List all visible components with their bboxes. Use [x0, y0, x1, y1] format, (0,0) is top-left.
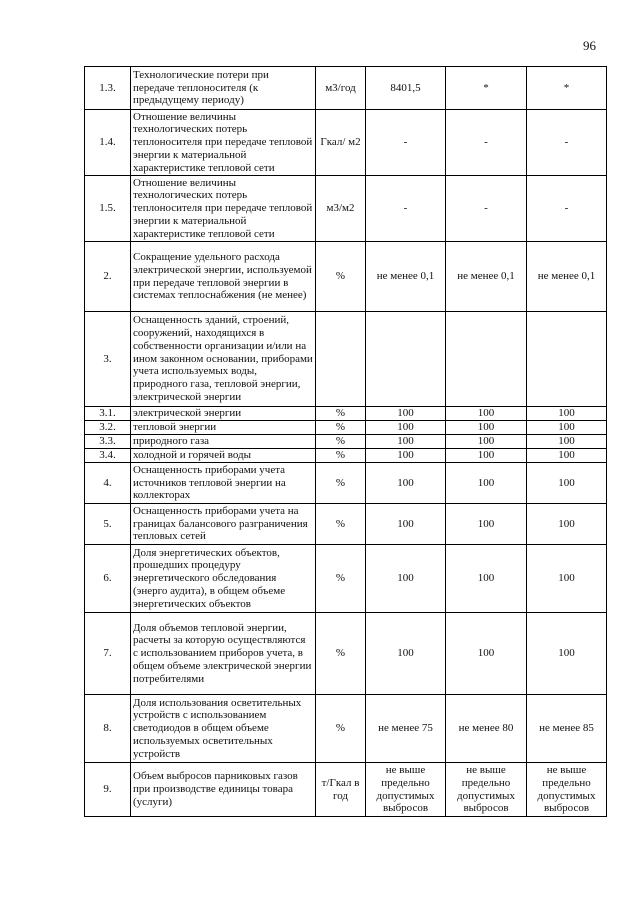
unit-cell: %: [316, 421, 366, 435]
value-cell: 100: [446, 545, 527, 613]
table-row: [85, 695, 607, 763]
row-number: 3.3.: [85, 435, 131, 449]
value-cell: 100: [366, 463, 446, 504]
value-cell: 100: [527, 421, 607, 435]
value-cell: 8401,5: [366, 67, 446, 110]
unit-cell: %: [316, 695, 366, 763]
indicator-name: Доля объемов тепловой энергии, расчеты за которую осуществляются с использованием приборов учета, в общем объеме электрической энергии потребителями: [131, 613, 316, 695]
value-cell: 100: [527, 407, 607, 421]
value-cell: 100: [527, 504, 607, 545]
value-cell: не выше предельно допустимых выбросов: [446, 763, 527, 817]
value-cell: -: [446, 176, 527, 242]
value-cell: [446, 312, 527, 407]
row-number: 3.2.: [85, 421, 131, 435]
indicator-name: электрической энергии: [131, 407, 316, 421]
row-number: 8.: [85, 695, 131, 763]
row-number: 2.: [85, 242, 131, 312]
value-cell: не менее 0,1: [527, 242, 607, 312]
table-row: [85, 763, 607, 817]
unit-cell: %: [316, 407, 366, 421]
unit-cell: %: [316, 613, 366, 695]
page-number: 96: [583, 38, 596, 53]
unit-cell: %: [316, 449, 366, 463]
table-row: [85, 110, 607, 176]
value-cell: 100: [446, 435, 527, 449]
table-row: [85, 242, 607, 312]
indicator-name: тепловой энергии: [131, 421, 316, 435]
table-row: [85, 176, 607, 242]
value-cell: 100: [366, 449, 446, 463]
indicator-name: Отношение величины технологических потерь теплоносителя при передаче тепловой энергии к материальной характеристике тепловой сети: [131, 176, 316, 242]
value-cell: *: [446, 67, 527, 110]
table-row: [85, 312, 607, 407]
value-cell: 100: [527, 449, 607, 463]
unit-cell: %: [316, 463, 366, 504]
unit-cell: %: [316, 435, 366, 449]
indicator-name: холодной и горячей воды: [131, 449, 316, 463]
value-cell: 100: [446, 463, 527, 504]
unit-cell: м3/год: [316, 67, 366, 110]
row-number: 1.4.: [85, 110, 131, 176]
value-cell: -: [446, 110, 527, 176]
value-cell: 100: [366, 613, 446, 695]
value-cell: [366, 312, 446, 407]
value-cell: 100: [366, 435, 446, 449]
value-cell: не выше предельно допустимых выбросов: [527, 763, 607, 817]
value-cell: 100: [446, 407, 527, 421]
indicator-name: Технологические потери при передаче теплоносителя (к предыдущему периоду): [131, 67, 316, 110]
value-cell: 100: [366, 504, 446, 545]
row-number: 5.: [85, 504, 131, 545]
value-cell: [527, 312, 607, 407]
row-number: 1.5.: [85, 176, 131, 242]
indicator-name: Оснащенность приборами учета на границах балансового разграничения тепловых сетей: [131, 504, 316, 545]
indicators-table: [84, 66, 607, 817]
value-cell: 100: [366, 407, 446, 421]
value-cell: не менее 0,1: [446, 242, 527, 312]
value-cell: -: [527, 176, 607, 242]
indicator-name: Доля энергетических объектов, прошедших процедуру энергетического обследования (энерго аудита), в общем объеме энергетических объектов: [131, 545, 316, 613]
value-cell: -: [527, 110, 607, 176]
row-number: 4.: [85, 463, 131, 504]
unit-cell: %: [316, 242, 366, 312]
row-number: 3.4.: [85, 449, 131, 463]
value-cell: 100: [366, 545, 446, 613]
row-number: 3.1.: [85, 407, 131, 421]
unit-cell: м3/м2: [316, 176, 366, 242]
value-cell: 100: [527, 435, 607, 449]
value-cell: 100: [446, 449, 527, 463]
row-number: 7.: [85, 613, 131, 695]
unit-cell: %: [316, 504, 366, 545]
value-cell: 100: [527, 545, 607, 613]
row-number: 6.: [85, 545, 131, 613]
unit-cell: т/Гкал в год: [316, 763, 366, 817]
table-row: [85, 463, 607, 504]
table-row: [85, 407, 607, 421]
indicator-name: природного газа: [131, 435, 316, 449]
value-cell: -: [366, 176, 446, 242]
value-cell: 100: [527, 613, 607, 695]
unit-cell: [316, 312, 366, 407]
value-cell: 100: [527, 463, 607, 504]
table-row: [85, 435, 607, 449]
table-row: [85, 504, 607, 545]
value-cell: 100: [446, 421, 527, 435]
value-cell: не менее 0,1: [366, 242, 446, 312]
table-row: [85, 449, 607, 463]
indicator-name: Оснащенность зданий, строений, сооружений, находящихся в собственности организации и/или на ином законном основании, приборами учета используемых воды, природного газа, тепловой энергии, электрической энергии: [131, 312, 316, 407]
value-cell: не менее 85: [527, 695, 607, 763]
table-row: [85, 421, 607, 435]
unit-cell: %: [316, 545, 366, 613]
indicator-name: Отношение величины технологических потерь теплоносителя при передаче тепловой энергии к материальной характеристике тепловой сети: [131, 110, 316, 176]
value-cell: не менее 80: [446, 695, 527, 763]
value-cell: не выше предельно допустимых выбросов: [366, 763, 446, 817]
table-row: [85, 545, 607, 613]
value-cell: -: [366, 110, 446, 176]
row-number: 1.3.: [85, 67, 131, 110]
unit-cell: Гкал/ м2: [316, 110, 366, 176]
value-cell: 100: [366, 421, 446, 435]
indicator-name: Сокращение удельного расхода электрической энергии, используемой при передаче тепловой энергии в системах теплоснабжения (не менее): [131, 242, 316, 312]
table-row: [85, 613, 607, 695]
indicator-name: Объем выбросов парниковых газов при производстве единицы товара (услуги): [131, 763, 316, 817]
value-cell: не менее 75: [366, 695, 446, 763]
value-cell: *: [527, 67, 607, 110]
indicator-name: Доля использования осветительных устройств с использованием светодиодов в общем объеме используемых осветительных устройств: [131, 695, 316, 763]
row-number: 3.: [85, 312, 131, 407]
row-number: 9.: [85, 763, 131, 817]
value-cell: 100: [446, 504, 527, 545]
indicator-name: Оснащенность приборами учета источников тепловой энергии на коллекторах: [131, 463, 316, 504]
table-row: [85, 67, 607, 110]
value-cell: 100: [446, 613, 527, 695]
